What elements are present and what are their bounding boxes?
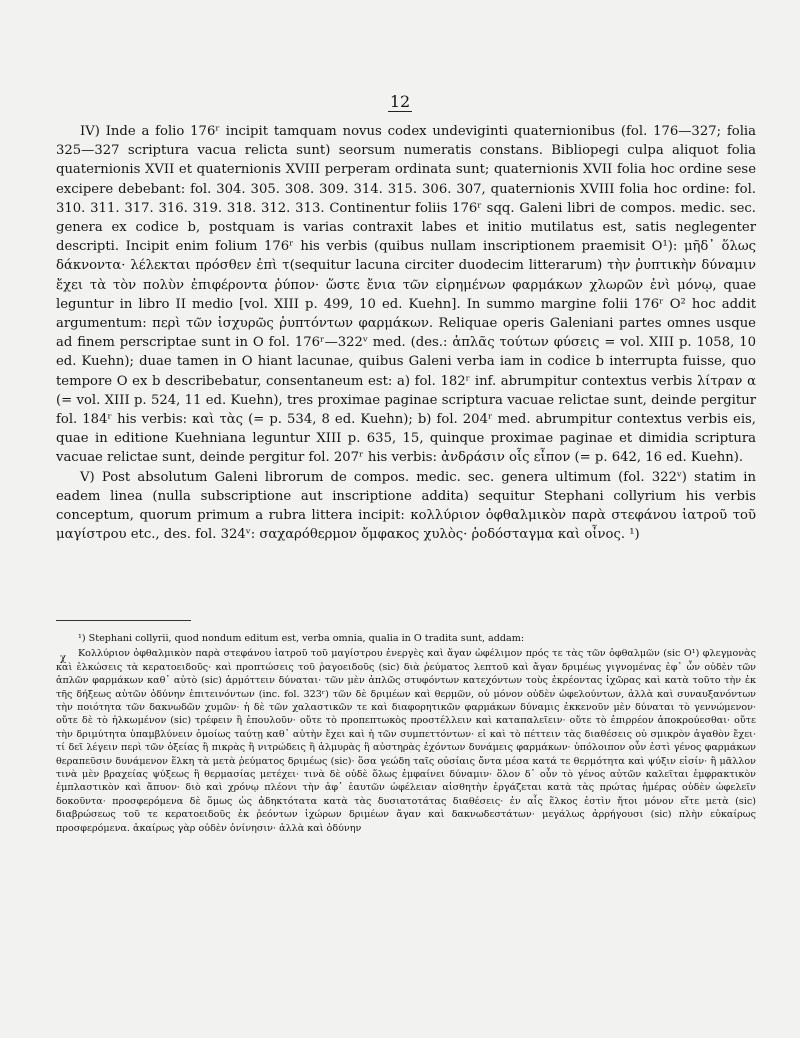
footnote-intro: ¹) Stephani collyrii, quod nondum editum est, verba omnia, qualia in O tradita sunt, addam:	[78, 633, 525, 644]
footnote-body: Κολλύριον ὀφθαλμικὸν παρὰ στεφάνου ἰατροῦ τοῦ μαγίστρου ἐνεργὲς καὶ ἄγαν ὠφέλιμον πρός τε τὰς τῶν ὀφθαλμῶν (sic O¹) φλεγμονὰς καὶ ἑλκώσεις τὰ κερατοειδοῦς· καὶ προπτώσεις τοῦ ῥαγοειδοῦς (sic) διὰ ῥεύματος λεπτοῦ καὶ ἄγαν δριμέως γιγνομένας ἐφ᾽ ὧν οὐδὲν τῶν ἁπλῶν φαρμάκων καθ᾽ αὑτὸ (sic) ἁρμόττειν δύναται· τῶν μὲν ἁπλῶς στυφόντων κατεχόντων τοὺς ἐκρέοντας ἰχῶρας καὶ κατὰ τοῦτο τὴν ἐκ τῆς δήξεως αὐτῶν ὀδύνην ἐπιτεινόντων (inc. fol. 323ʳ) τῶν δὲ δριμέων καὶ θερμῶν, οὐ μόνον οὐδὲν ὠφελούντων, ἀλλὰ καὶ συναυξανόντων τὴν ποιότητα τῶν δακνωδῶν χυμῶν· ἡ δὲ τῶν χαλαστικῶν τε καὶ διαφορητικῶν φαρμάκων δύναμις ἐκκενοῦν μὲν δύναται τὸ γεννώμενον· οὔτε δὲ τὸ ἠλκωμένον (sic) τρέφειν ἢ ἐπουλοῦν· οὔτε τὸ προπεπτωκὸς προστέλλειν καὶ καταπαλεῖειν· οὔτε τὸ ἐπιρρέον ἀποκρούεσθαι· οὔτε τὴν δριμύτητα ὑπαμβλύνειν ὁμοίως ταύτῃ καθ᾽ αὑτὴν ἔχει καὶ ἡ τῶν συμπεττόντων· εἰ καὶ τὸ πέττειν τὰς διαθέσεις οὐ σμικρὸν ἀγαθὸν ἔχει· τί δεῖ λέγειν περὶ τῶν ὀξείας ἢ πικρὰς ἢ νιτρώδεις ἢ ἁλμυρὰς ἢ αὐστηρὰς ἐχόντων δυνάμεις φαρμάκων· ὑπόλοιπον οὖν ἐστὶ γένος φαρμάκων θεραπεῦσιν δυνάμενον ἕλκη τὰ μετὰ ῥεύματος δριμέως (sic)· ὅσα γεώδη ταῖς οὐσίαις ὄντα μέσα κατά τε θερμότητα καὶ ψύξιν εἰσίν· ἢ μᾶλλον τινὰ μὲν βραχείας ψύξεως ἢ θερμασίας μετέχει· τινὰ δὲ οὐδὲ ὅλως ἐμφαίνει δύναμιν· ὅλον δ᾽ οὖν τὸ γένος αὐτῶν καλεῖται ἐμφρακτικὸν ἐμπλαστικὸν καὶ ἄπυον· διὸ καὶ χρόνῳ πλέονι τὴν ἀφ᾽ ἑαυτῶν ὠφέλειαν αἰσθητὴν ἐργάζεται κατὰ τὰς πρώτας ἡμέρας οὐδὲν ὠφελεῖν δοκοῦντα· προσφερόμενα δὲ ὅμως ὡς ἀδηκτότατα κατὰ τὰς δυσιατοτάτας διαθέσεις· ἐν αἷς ἕλκος ἐστὶν ἤτοι μόνον εἴτε μετὰ (sic) διαβρώσεως τοῦ τε κερατοειδοῦς ἐκ ῥεόντων ἰχώρων δριμέων ἄγαν καὶ δακνωδεστάτων· μεγάλως ἀρρήγουσι (sic) πλὴν εὐκαίρως προσφερόμενα. ἀκαίρως γὰρ οὐδὲν ὀνίνησιν· ἀλλὰ καὶ ὀδύνην	[56, 648, 756, 834]
paragraph-iv: IV) Inde a folio 176ʳ incipit tamquam novus codex undeviginti quaternionibus (fol. 176—327; folia 325—327 scriptura vacua relicta sunt) seorsum numeratis constans. Bibliopegi culpa aliquot folia quaternionis XVII et quaternionis XVIII perperam ordinata sunt; quaternionis XVII folia hoc ordine sese excipere debebant: fol. 304. 305. 308. 309. 314. 315. 306. 307, quaternionis XVIII folia hoc ordine: fol. 310. 311. 317. 316. 319. 318. 312. 313. Continentur foliis 176ʳ sqq. Galeni libri de compos. medic. sec. genera ex codice b, postquam is varias contraxit labes et initio mutilatus est, satis neglegenter descripti. Incipit enim folium 176ʳ his verbis (quibus nullam inscriptionem praemisit O¹): μῆδ᾽ ὅλως δάκνοντα· λέλεκται πρόσθεν ἐπὶ τ(sequitur lacuna circiter duodecim litterarum) τὴν ῥυπτικὴν δύναμιν ἔχει τὰ τὸν πολὺν ἐπιφέροντα ῥύπον· ὥστε ἔνια τῶν εἰρημένων φαρμάκων χλωρῶν ἐνὶ μόνῳ, quae leguntur in libro II medio [vol. XIII p. 499, 10 ed. Kuehn]. In summo margine folii 176ʳ O² hoc addit argumentum: περὶ τῶν ἰσχυρῶς ῥυπτόντων φαρμάκων. Reliquae operis Galeniani partes omnes usque ad finem perscriptae sunt in O fol. 176ʳ—322ᵛ med. (des.: ἁπλᾶς τούτων φύσεις = vol. XIII p. 1058, 10 ed. Kuehn); duae tamen in O hiant lacunae, quibus Galeni verba iam in codice b interrupta fuisse, quo tempore O ex b describebatur, consentaneum est: a) fol. 182ʳ inf. abrumpitur contextus verbis λίτραν α (= vol. XIII p. 524, 11 ed. Kuehn), tres proximae paginae scriptura vacuae relictae sunt, deinde pergitur fol. 184ʳ his verbis: καὶ τὰς (= p. 534, 8 ed. Kuehn); b) fol. 204ʳ med. abrumpitur contextus verbis eis, quae in editione Kuehniana leguntur XIII p. 635, 15, quinque proximae paginae et dimidia scriptura vacuae relictae sunt, deinde pergitur fol. 207ʳ his verbis: ἀνδράσιν οἷς εἶπον (= p. 642, 16 ed. Kuehn).	[56, 124, 756, 466]
main-text	[56, 122, 756, 544]
footnote-rule	[56, 620, 191, 621]
marginal-mark: χ	[60, 653, 67, 664]
page-number: 12	[389, 92, 411, 111]
paragraph-v: V) Post absolutum Galeni librorum de compos. medic. sec. genera ultimum (fol. 322ᵛ) statim in eadem linea (nulla subscriptione aut inscriptione addita) sequitur Stephani collyrium his verbis conceptum, quorum primum a rubra littera incipit: κολλύριον ὀφθαλμικὸν παρὰ στεφάνου ἰατροῦ τοῦ μαγίστρου etc., des. fol. 324ᵛ: σαχαρόθερμον ὄμφακος χυλὸς· ῥοδόσταγμα καὶ οἶνος. ¹)	[56, 469, 756, 543]
footnote	[56, 632, 756, 835]
